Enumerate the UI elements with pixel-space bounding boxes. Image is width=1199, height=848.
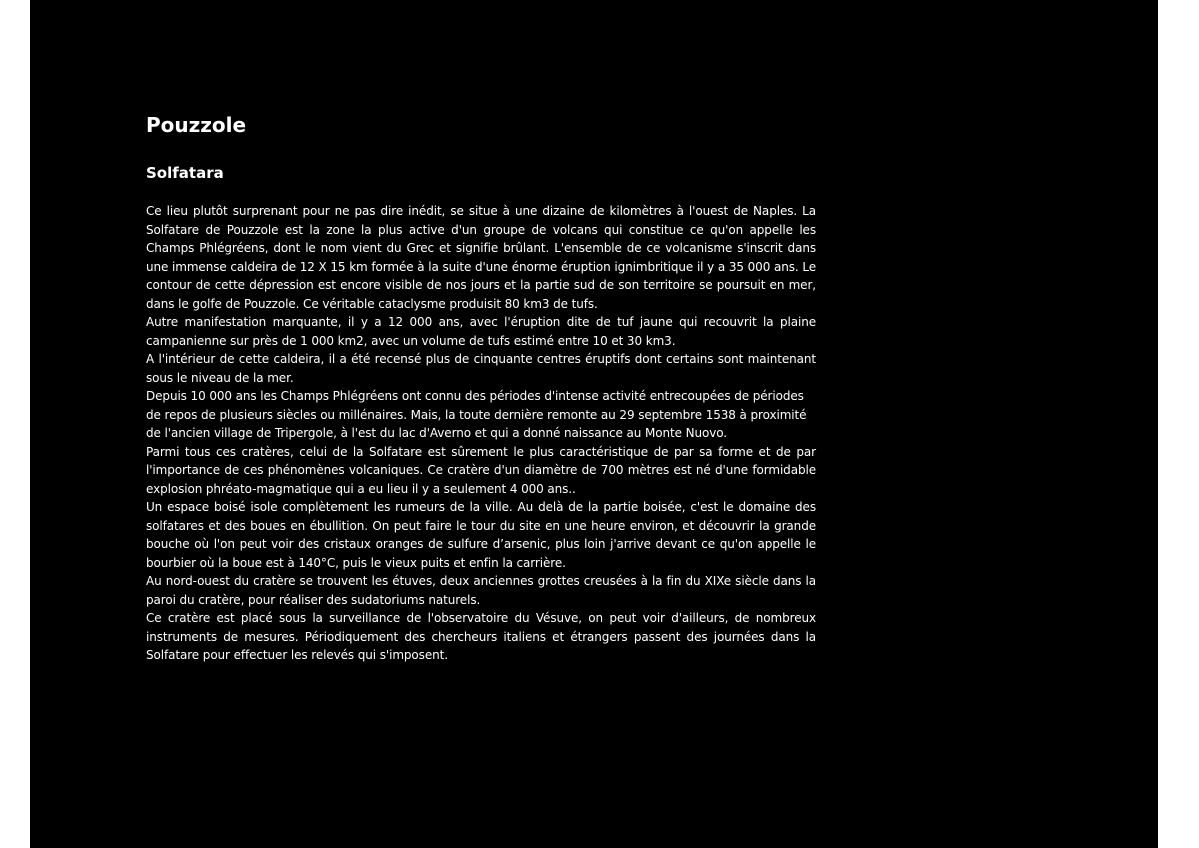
- document-content: [146, 110, 816, 665]
- paragraph-intro: Ce lieu plutôt surprenant pour ne pas dire inédit, se situe à une dizaine de kilomètres à l'ouest de Naples. La Solfatare de Pouzzole est la zone la plus active d'un groupe de volcans qui constitue ce qu'on appelle les Champs Phlégréens, dont le nom vient du Grec et signifie brûlant. L'ensemble de ce volcanisme s'inscrit dans une immense caldeira de 12 X 15 km formée à la suite d'une énorme éruption ignimbritique il y a 35 000 ans. Le contour de cette dépression est encore visible de nos jours et la partie sud de son territoire se poursuit en mer, dans le golfe de Pouzzole. Ce véritable cataclysme produisit 80 km3 de tufs.: [146, 204, 816, 311]
- section-title: Solfatara: [146, 164, 224, 182]
- paragraph-eruptive-centers: A l'intérieur de cette caldeira, il a été recensé plus de cinquante centres éruptifs dont certains sont maintenant sous le niveau de la mer.: [146, 352, 816, 385]
- document-page: [30, 0, 1158, 848]
- paragraph-site-tour: Un espace boisé isole complètement les rumeurs de la ville. Au delà de la partie boisée, c'est le domaine des solfatares et des boues en ébullition. On peut faire le tour du site en une heure environ, et découvrir la grande bouche où l'on peut voir des cristaux oranges de sulfure d’arsenic, plus loin j'arrive devant ce qu'on appelle le bourbier où la boue est à 140°C, puis le vieux puits et enfin la carrière.: [146, 500, 816, 570]
- paragraph-stoves: Au nord-ouest du cratère se trouvent les étuves, deux anciennes grottes creusées à la fin du XIXe siècle dans la paroi du cratère, pour réaliser des sudatoriums naturels.: [146, 574, 816, 607]
- paragraph-yellow-tuff: Autre manifestation marquante, il y a 12 000 ans, avec l'éruption dite de tuf jaune qui recouvrit la plaine campanienne sur près de 1 000 km2, avec un volume de tufs estimé entre 10 et 30 km3.: [146, 315, 816, 348]
- paragraph-history: Depuis 10 000 ans les Champs Phlégréens ont connu des périodes d'intense activité entrecoupées de périodes de repos de plusieurs siècles ou millénaires. Mais, la toute dernière remonte au 29 septembre 1538 à proximité de l'ancien village de Tripergole, à l'est du lac d'Averno et qui a donné naissance au Monte Nuovo.: [146, 389, 807, 440]
- paragraph-observatory: Ce cratère est placé sous la surveillance de l'observatoire du Vésuve, on peut voir d'ailleurs, de nombreux instruments de mesures. Périodiquement des chercheurs italiens et étrangers passent des journées dans la Solfatare pour effectuer les relevés qui s'imposent.: [146, 611, 816, 662]
- page-title: Pouzzole: [146, 113, 247, 137]
- paragraph-crater: Parmi tous ces cratères, celui de la Solfatare est sûrement le plus caractéristique de par sa forme et de par l'importance de ces phénomènes volcaniques. Ce cratère d'un diamètre de 700 mètres est né d'une formidable explosion phréato-magmatique qui a eu lieu il y a seulement 4 000 ans..: [146, 444, 816, 496]
